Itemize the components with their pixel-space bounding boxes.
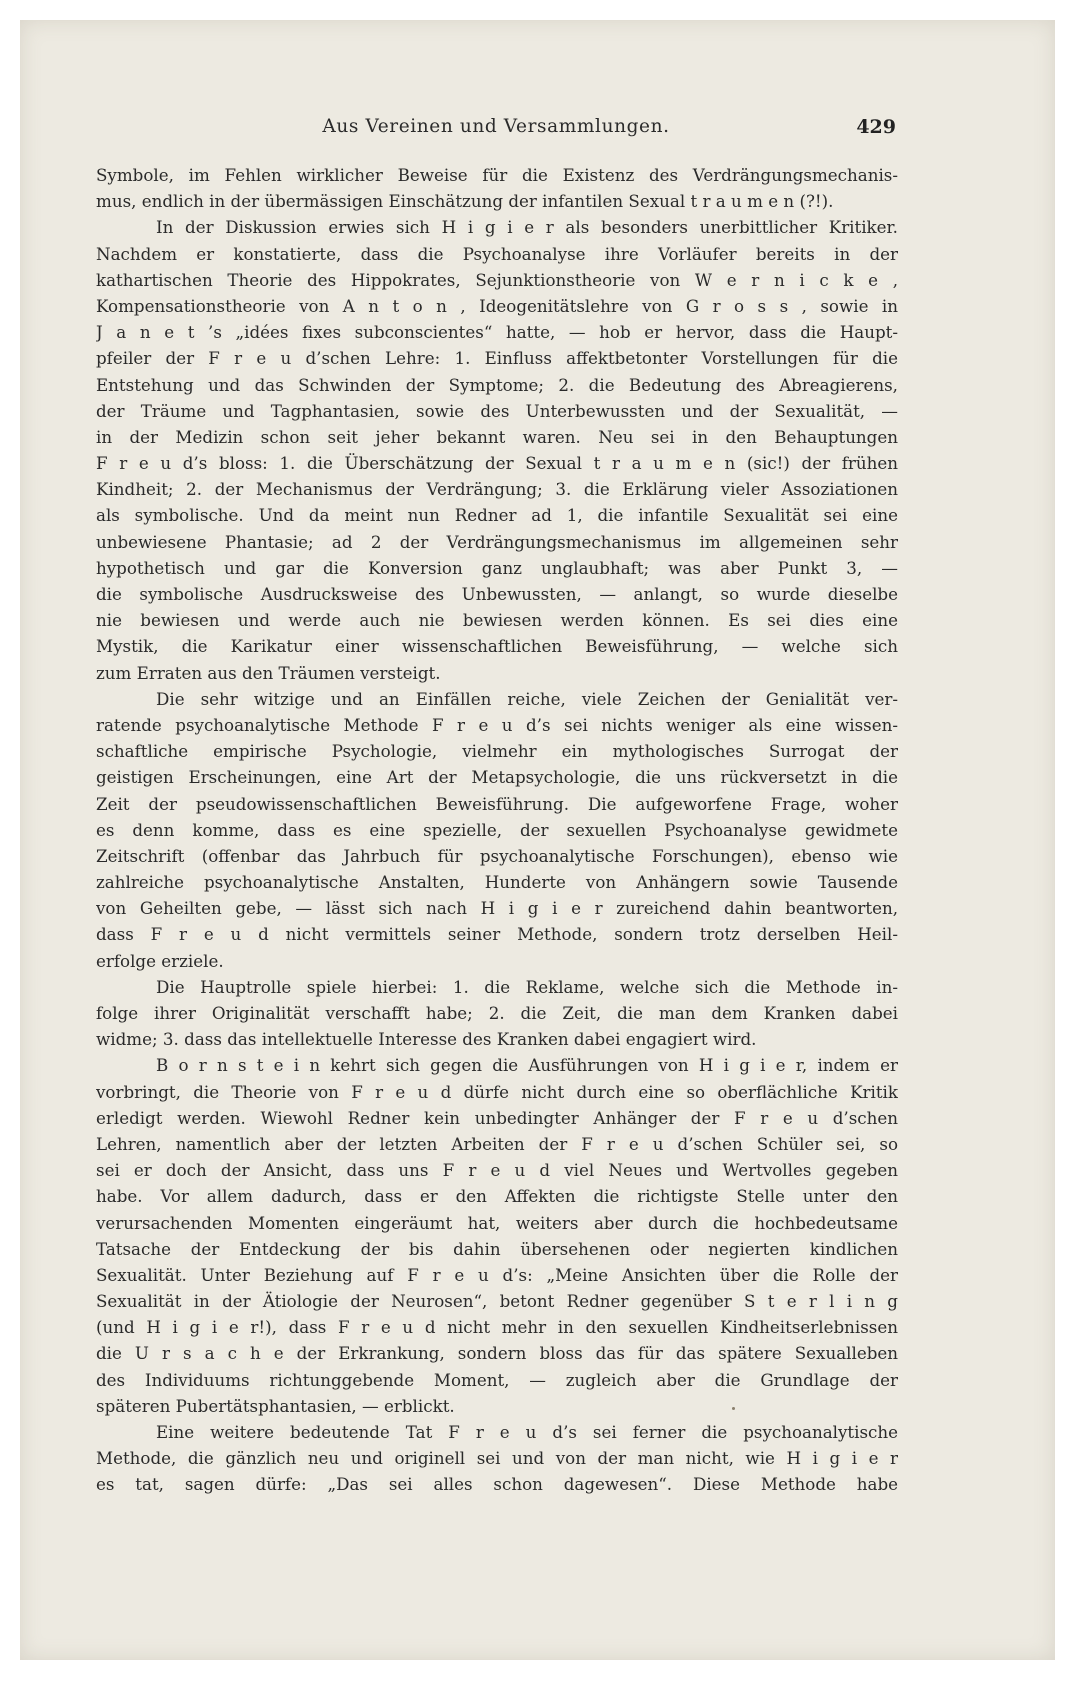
text-line: es tat, sagen dürfe: „Das sei alles schon dagewesen“. Diese Methode habe <box>96 1474 898 1495</box>
text-line: ratende psychoanalytische Methode F r e u d’s sei nichts weniger als eine wissen- <box>96 714 898 735</box>
text-line: von Geheilten gebe, — lässt sich nach H i g i e r zureichend dahin beantworten, <box>96 898 898 919</box>
text-line: geistigen Erscheinungen, eine Art der Metapsychologie, die uns rückversetzt in die <box>96 767 898 788</box>
text-line: erledigt werden. Wiewohl Redner kein unbedingter Anhänger der F r e u d’schen <box>96 1107 898 1128</box>
text-line: schaftliche empirische Psychologie, vielmehr ein mythologisches Surrogat der <box>96 741 898 762</box>
text-line: J a n e t ’s „idées fixes subconscientes“ hatte, — hob er hervor, dass die Haupt- <box>96 322 898 343</box>
text-line: pfeiler der F r e u d’schen Lehre: 1. Einfluss affektbetonter Vorstellungen für die <box>96 348 898 369</box>
text-line: Zeitschrift (offenbar das Jahrbuch für psychoanalytische Forschungen), ebenso wie <box>96 845 898 866</box>
text-line: Lehren, namentlich aber der letzten Arbeiten der F r e u d’schen Schüler sei, so <box>96 1133 898 1154</box>
text-line: Entstehung und das Schwinden der Symptome; 2. die Bedeutung des Abreagierens, <box>96 374 898 395</box>
text-line: widme; 3. dass das intellektuelle Interesse des Kranken dabei engagiert wird. <box>96 1029 757 1050</box>
text-line: Kompensationstheorie von A n t o n , Ideogenitätslehre von G r o s s , sowie in <box>96 295 898 316</box>
text-line: Symbole, im Fehlen wirklicher Beweise für die Existenz des Verdrängungsmechanis- <box>96 165 898 185</box>
text-line: späteren Pubertätsphantasien, — erblickt. <box>96 1395 455 1416</box>
text-line: die symbolische Ausdrucksweise des Unbewussten, — anlangt, so wurde dieselbe <box>96 584 898 604</box>
text-line: unbewiesene Phantasie; ad 2 der Verdrängungsmechanismus im allgemeinen sehr <box>96 531 898 552</box>
text-line: habe. Vor allem dadurch, dass er den Affekten die richtigste Stelle unter den <box>96 1186 898 1207</box>
text-line: als symbolische. Und da meint nun Redner ad 1, die infantile Sexualität sei eine <box>96 505 898 526</box>
text-line: dass F r e u d nicht vermittels seiner Methode, sondern trotz derselben Heil- <box>96 924 898 945</box>
page-header <box>96 116 896 146</box>
text-line: zahlreiche psychoanalytische Anstalten, Hunderte von Anhängern sowie Tausende <box>96 872 898 893</box>
text-line: es denn komme, dass es eine spezielle, der sexuellen Psychoanalyse gewidmete <box>96 819 898 840</box>
text-line: B o r n s t e i n kehrt sich gegen die Ausführungen von H i g i e r, indem er <box>156 1055 898 1076</box>
text-line: Mystik, die Karikatur einer wissenschaftlichen Beweisführung, — welche sich <box>96 636 898 657</box>
text-line: der Träume und Tagphantasien, sowie des Unterbewussten und der Sexualität, — <box>96 400 898 421</box>
text-line: (und H i g i e r!), dass F r e u d nicht mehr in den sexuellen Kindheitserlebnissen <box>96 1317 898 1338</box>
text-line: sei er doch der Ansicht, dass uns F r e u d viel Neues und Wertvolles gegeben <box>96 1160 898 1181</box>
running-title: Aus Vereinen und Versammlungen. <box>322 116 670 137</box>
text-line: In der Diskussion erwies sich H i g i e r als besonders unerbittlicher Kritiker. <box>156 217 898 238</box>
text-line: Sexualität. Unter Beziehung auf F r e u d’s: „Meine Ansichten über die Rolle der <box>96 1264 898 1285</box>
text-line: erfolge erziele. <box>96 950 224 971</box>
text-line: hypothetisch und gar die Konversion ganz unglaubhaft; was aber Punkt 3, — <box>96 557 898 578</box>
text-line: Nachdem er konstatierte, dass die Psychoanalyse ihre Vorläufer bereits in der <box>96 243 898 264</box>
page-number: 429 <box>856 116 896 138</box>
text-line: mus, endlich in der übermässigen Einschätzung der infantilen Sexual t r a u m e n (?!). <box>96 191 834 212</box>
text-line: Methode, die gänzlich neu und originell sei und von der man nicht, wie H i g i e r <box>96 1448 898 1469</box>
body-text <box>96 162 898 1498</box>
text-line: Die Hauptrolle spiele hierbei: 1. die Reklame, welche sich die Methode in- <box>156 976 898 997</box>
text-line: kathartischen Theorie des Hippokrates, Sejunktionstheorie von W e r n i c k e , <box>96 269 898 290</box>
text-line: F r e u d’s bloss: 1. die Überschätzung der Sexual t r a u m e n (sic!) der frühen <box>96 453 898 474</box>
text-line: Sexualität in der Ätiologie der Neurosen“, betont Redner gegenüber S t e r l i n g <box>96 1291 898 1312</box>
text-line: Kindheit; 2. der Mechanismus der Verdrängung; 3. die Erklärung vieler Assoziationen <box>96 479 898 500</box>
text-line: folge ihrer Originalität verschafft habe; 2. die Zeit, die man dem Kranken dabei <box>96 1003 898 1023</box>
text-line: in der Medizin schon seit jeher bekannt waren. Neu sei in den Behauptungen <box>96 426 898 447</box>
text-line: nie bewiesen und werde auch nie bewiesen werden können. Es sei dies eine <box>96 610 898 631</box>
text-line: Zeit der pseudowissenschaftlichen Beweisführung. Die aufgeworfene Frage, woher <box>96 793 898 814</box>
text-line: vorbringt, die Theorie von F r e u d dürfe nicht durch eine so oberflächliche Kritik <box>96 1081 898 1102</box>
text-line: zum Erraten aus den Träumen versteigt. <box>96 662 441 683</box>
text-line: die U r s a c h e der Erkrankung, sondern bloss das für das spätere Sexualleben <box>96 1343 898 1364</box>
text-line: Tatsache der Entdeckung der bis dahin übersehenen oder negierten kindlichen <box>96 1238 898 1259</box>
text-line: verursachenden Momenten eingeräumt hat, weiters aber durch die hochbedeutsame <box>96 1212 898 1233</box>
text-line: des Individuums richtunggebende Moment, — zugleich aber die Grundlage der <box>96 1369 898 1390</box>
text-line: Eine weitere bedeutende Tat F r e u d’s sei ferner die psychoanalytische <box>156 1422 898 1442</box>
text-line: Die sehr witzige und an Einfällen reiche, viele Zeichen der Genialität ver- <box>156 688 898 709</box>
